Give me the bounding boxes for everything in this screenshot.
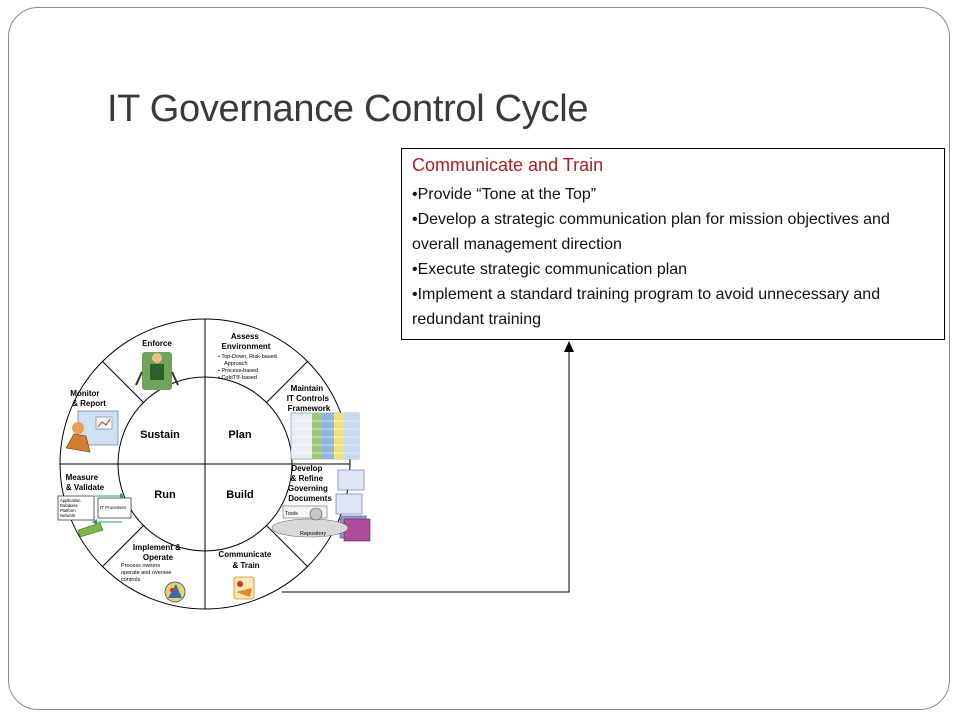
enforce-label: Enforce [142,339,172,348]
slide-title: IT Governance Control Cycle [107,88,589,130]
callout-bullet: •Implement a standard training program to avoid unnecessary and redundant training [412,286,881,328]
callout-bullet: •Develop a strategic communication plan for mission objectives and overall management direction [412,211,890,253]
quadrant-build: Build [226,489,254,501]
callout-bullet: •Provide “Tone at the Top” [412,186,597,203]
quadrant-run: Run [154,489,176,501]
implement-label: Implement & Operate [132,543,181,562]
it-processes-label: IT Processes [100,505,127,510]
measure-label: Measure & Validate [65,473,105,492]
repository-label: Repository [300,531,327,537]
assess-bullets: • Top-Down, Risk-based Approach • Process-based • CobiT®-based [218,354,277,381]
operate-clipart-icon [165,582,185,602]
enforce-clipart-icon [136,352,178,390]
asset-box-text: Application Database Platform Network [60,498,81,518]
connector-arrowhead [564,341,574,352]
maintain-label: Maintain IT Controls Framework [286,384,331,413]
quadrant-sustain: Sustain [140,429,180,441]
spreadsheet-icon [291,413,359,459]
assess-label: Assess Environment [221,332,271,351]
quadrant-plan: Plan [228,429,252,441]
monitor-label: Monitor & Report [70,389,106,408]
callout-heading: Communicate and Train [412,155,604,175]
tools-label: Tools [285,511,298,517]
training-clipart-icon [234,577,254,599]
implement-note: Process owners operate and oversee controls [121,563,172,583]
develop-label: Develop & Refine Governing Documents [287,464,332,503]
callout-bullet: •Execute strategic communication plan [412,261,688,278]
communicate-label: Communicate & Train [218,550,272,570]
